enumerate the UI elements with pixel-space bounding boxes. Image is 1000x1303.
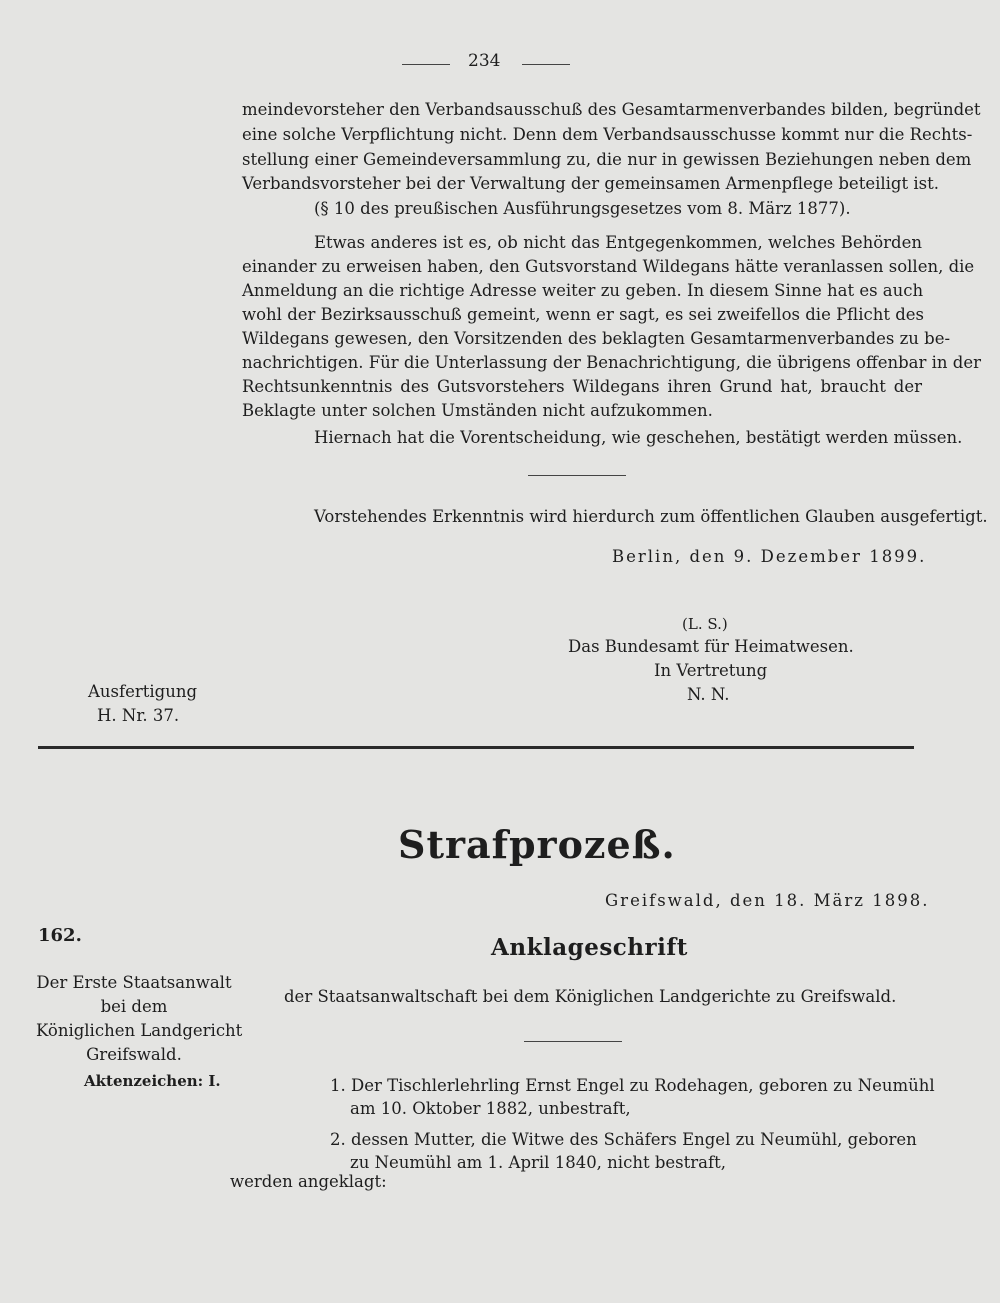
sender-line: bei dem [100,997,168,1016]
certification: Vorstehendes Erkenntnis wird hierdurch zum öffentlichen Glauben ausgefertigt. [314,507,988,526]
margin-note-ref: H. Nr. 37. [97,706,180,725]
document-number: 162. [38,925,82,946]
paragraph-line: Beklagte unter solchen Umständen nicht aufzukommen. [242,401,713,420]
list-item: 2. dessen Mutter, die Witwe des Schäfers Engel zu Neumühl, geboren [330,1130,917,1149]
section-rule [524,1041,622,1042]
section-rule [528,475,626,476]
paragraph-line: einander zu erweisen haben, den Gutsvorstand Wildegans hätte veranlassen sollen, die [242,257,975,276]
file-reference: Aktenzeichen: I. [84,1072,221,1090]
paragraph-line: Rechtsunkenntnis des Gutsvorstehers Wildegans ihren Grund hat, braucht der [242,377,922,396]
paragraph-line: stellung einer Gemeindeversammlung zu, die nur in gewissen Beziehungen neben dem [242,150,972,169]
section-title: Strafprozeß. [398,822,676,867]
representation: In Vertretung [654,661,768,680]
sender-line: Greifswald. [86,1045,182,1064]
authority-name: Das Bundesamt für Heimatwesen. [568,637,854,656]
paragraph-line: meindevorsteher den Verbandsausschuß des Gesamtarmenverbandes bilden, begründet [242,100,981,119]
signature: N. N. [687,685,730,704]
conclusion: Hiernach hat die Vorentscheidung, wie geschehen, bestätigt werden müssen. [314,428,963,447]
document-title: Anklageschrift [491,934,688,961]
paragraph-line: Etwas anderes ist es, ob nicht das Entgegenkommen, welches Behörden [314,233,922,252]
document-subtitle: der Staatsanwaltschaft bei dem Königlichen Landgerichte zu Greifswald. [284,987,897,1006]
list-item: zu Neumühl am 1. April 1840, nicht bestraft, [350,1153,726,1172]
margin-note: Ausfertigung [88,682,198,701]
seal-mark: (L. S.) [682,615,728,633]
paragraph-line: Wildegans gewesen, den Vorsitzenden des beklagten Gesamtarmenverbandes zu be- [242,329,951,348]
place-date: Berlin, den 9. Dezember 1899. [612,547,927,566]
page-number: 234 [468,51,501,71]
charge-statement: werden angeklagt: [230,1172,387,1191]
header-rule-left [402,64,450,65]
sender-line: Der Erste Staatsanwalt [36,973,232,992]
list-item: 1. Der Tischlerlehrling Ernst Engel zu Rodehagen, geboren zu Neumühl [330,1076,935,1095]
header-rule-right [522,64,570,65]
sender-line: Königlichen Landgericht [36,1021,243,1040]
place-date: Greifswald, den 18. März 1898. [605,891,930,910]
paragraph-line: Anmeldung an die richtige Adresse weiter zu geben. In diesem Sinne hat es auch [242,281,924,300]
citation: (§ 10 des preußischen Ausführungsgesetzes vom 8. März 1877). [314,199,851,218]
paragraph-line: eine solche Verpflichtung nicht. Denn dem Verbandsausschusse kommt nur die Rechts- [242,125,973,144]
list-item: am 10. Oktober 1882, unbestraft, [350,1099,631,1118]
paragraph-line: nachrichtigen. Für die Unterlassung der Benachrichtigung, die übrigens offenbar in der [242,353,981,372]
paragraph-line: wohl der Bezirksausschuß gemeint, wenn er sagt, es sei zweifellos die Pflicht des [242,305,925,324]
paragraph-line: Verbandsvorsteher bei der Verwaltung der gemeinsamen Armenpflege beteiligt ist. [242,174,939,193]
section-divider [38,746,914,749]
